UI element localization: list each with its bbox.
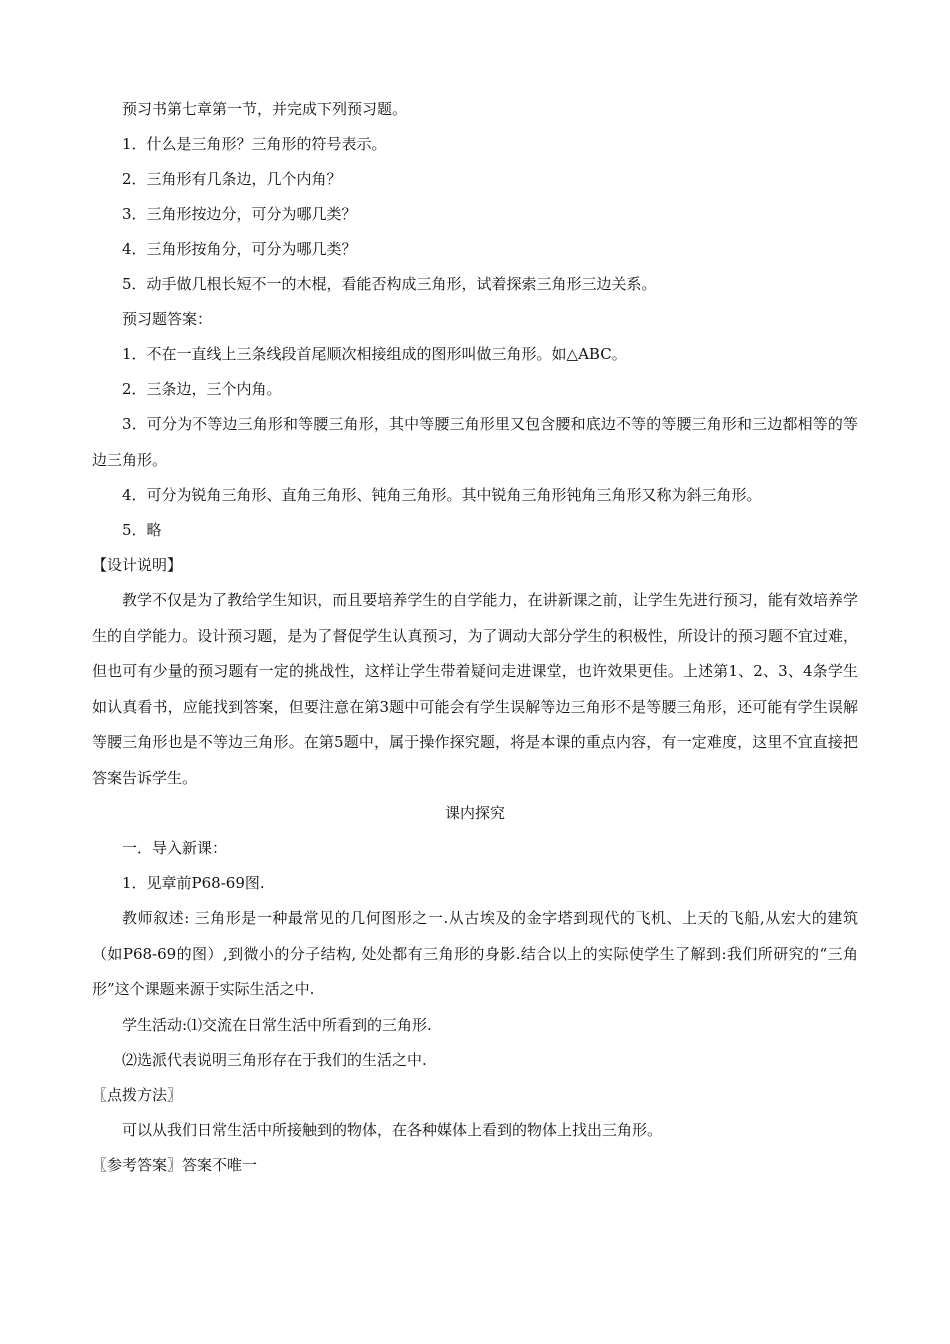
answers-heading: 预习题答案： [122, 310, 213, 328]
method-body: 可以从我们日常生活中所接触到的物体，在各种媒体上看到的物体上找出三角形。 [122, 1120, 663, 1139]
student-activity-1: 学生活动:⑴交流在日常生活中所看到的三角形. [122, 1015, 432, 1034]
answer-1: 1．不在一直线上三条线段首尾顺次相接组成的图形叫做三角形。如△ABC。 [122, 345, 627, 363]
preview-question-2: 2．三角形有几条边，几个内角？ [122, 170, 342, 188]
answer-2: 2．三条边，三个内角。 [122, 380, 282, 398]
reference-answer: 〖参考答案〗答案不唯一 [92, 1155, 258, 1174]
answer-4: 4．可分为锐角三角形、直角三角形、钝角三角形。其中锐角三角形钝角三角形又称为斜三角形。 [122, 486, 762, 504]
in-class-title: 课内探究 [444, 804, 505, 822]
answer-3: 3．可分为不等边三角形和等腰三角形，其中等腰三角形里又包含腰和底边不等的等腰三角形和三边都相等的等边三角形。 [92, 415, 858, 469]
preview-question-4: 4．三角形按角分，可分为哪几类？ [122, 240, 357, 258]
section-intro: 一．导入新课： [122, 839, 228, 857]
item-1: 1．见章前P68-69图. [122, 874, 265, 892]
design-note-heading: 【设计说明】 [92, 556, 183, 574]
preview-question-5: 5．动手做几根长短不一的木棍，看能否构成三角形，试着探索三角形三边关系。 [122, 275, 657, 293]
student-activity-2: ⑵选派代表说明三角形存在于我们的生活之中. [122, 1050, 427, 1069]
preview-intro: 预习书第七章第一节，并完成下列预习题。 [122, 100, 408, 118]
preview-question-1: 1．什么是三角形？三角形的符号表示。 [122, 135, 387, 153]
preview-question-3: 3．三角形按边分，可分为哪几类？ [122, 205, 357, 223]
document-page [92, 92, 858, 1183]
answer-5: 5．略 [122, 521, 162, 539]
teacher-narration: 教师叙述: 三角形是一种最常见的几何图形之一.从古埃及的金字塔到现代的飞机、上天的飞船,从宏大的建筑（如P68-69的图）,到微小的分子结构, 处处都有三角形的身影.结合以上的实际使学生了解到:我们所研究的“三角形”这个课题来源于实际生活之中. [92, 909, 858, 998]
design-note-body: 教学不仅是为了教给学生知识，而且要培养学生的自学能力，在讲新课之前，让学生先进行预习，能有效培养学生的自学能力。设计预习题，是为了督促学生认真预习，为了调动大部分学生的积极性，所设计的预习题不宜过难，但也可有少量的预习题有一定的挑战性，这样让学生带着疑问走进课堂，也许效果更佳。上述第1、2、3、4条学生如认真看书，应能找到答案，但要注意在第3题中可能会有学生误解等边三角形不是等腰三角形，还可能有学生误解等腰三角形也是不等边三角形。在第5题中，属于操作探究题，将是本课的重点内容，有一定难度，这里不宜直接把答案告诉学生。 [92, 591, 858, 787]
method-heading: 〖点拨方法〗 [92, 1085, 183, 1104]
